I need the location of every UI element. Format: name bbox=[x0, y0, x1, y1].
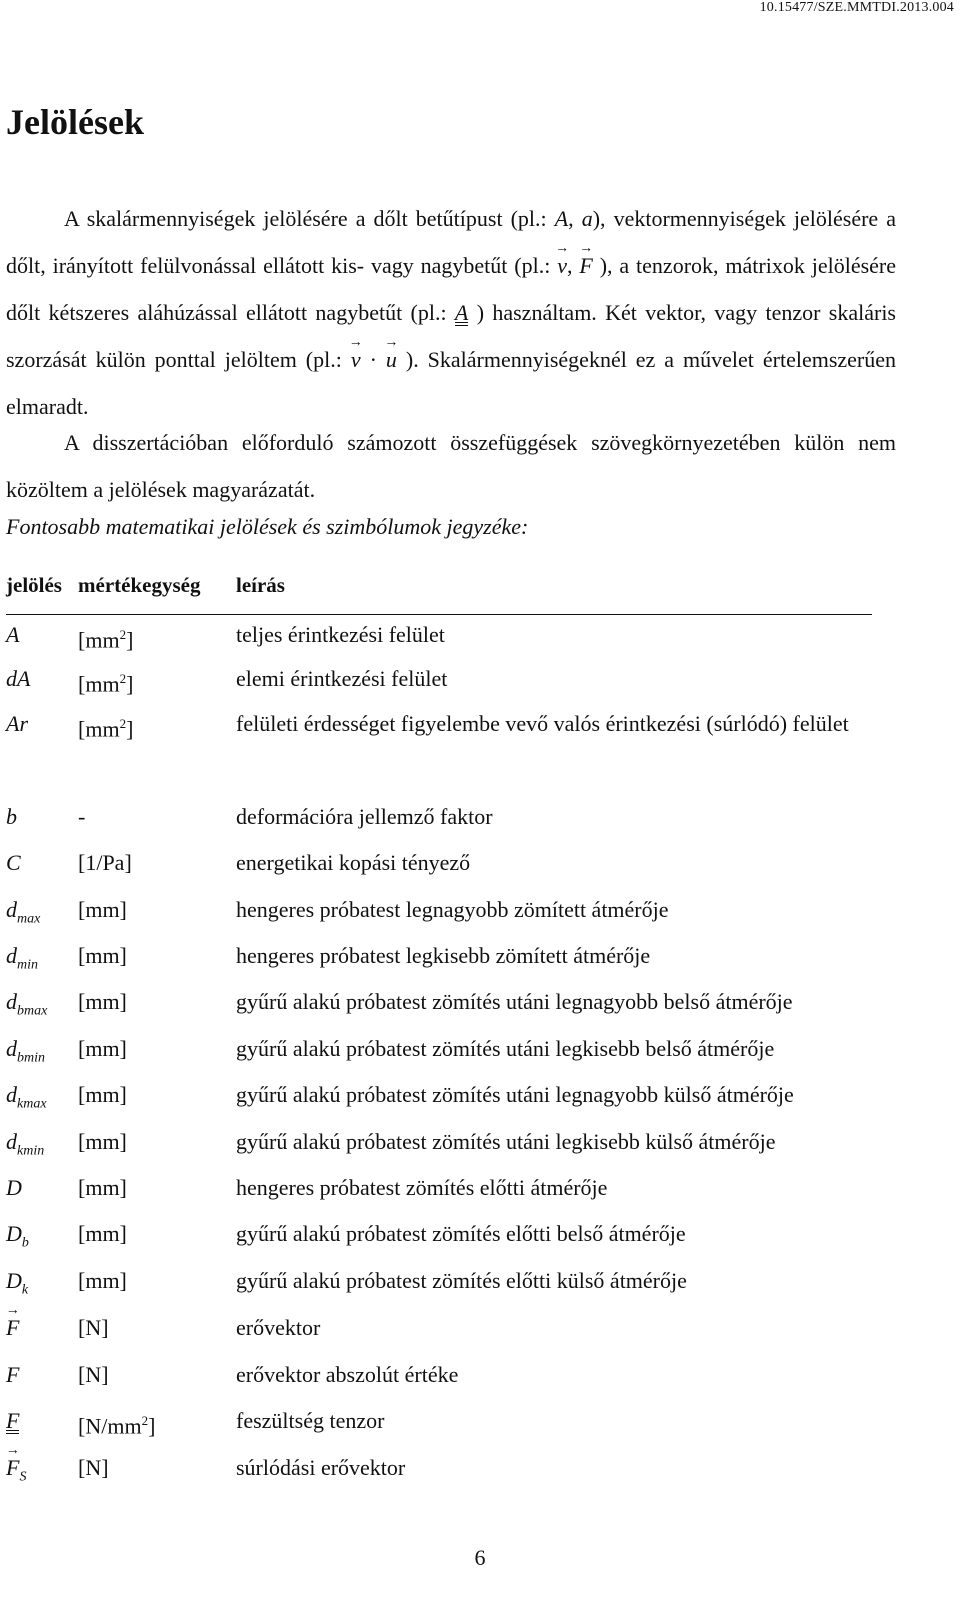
unit: $[mm^2]$ bbox=[78, 671, 134, 697]
scalar-example-a: a bbox=[581, 206, 593, 231]
text: ). Skalármennyiségeknél ez a művelet értelemszerűen elmaradt. bbox=[6, 347, 897, 419]
text: ), vektormennyiségek jelölésére a dőlt, irányított felülvonással ellátott kis- vagy nagybetűt (pl.: bbox=[6, 206, 896, 278]
intro-paragraph-1 bbox=[6, 195, 896, 430]
description: gyűrű alakú próbatest zömítés utáni legkisebb belső átmérője bbox=[236, 1036, 775, 1061]
symbol: C bbox=[6, 850, 21, 875]
header-symbol: jelölés bbox=[6, 573, 62, 597]
description: energetikai kopási tényező bbox=[236, 850, 471, 875]
header-unit: mértékegység bbox=[78, 573, 201, 597]
symbol: $d_{kmin}$ bbox=[6, 1129, 45, 1159]
text: ) használtam. Két vektor, vagy tenzor skaláris szorzását külön ponttal jelöltem (pl.: bbox=[6, 300, 896, 372]
symbol: $d_{kmax}$ bbox=[6, 1082, 47, 1112]
unit: [mm] bbox=[78, 1221, 127, 1246]
unit: [mm] bbox=[78, 1036, 127, 1061]
description: teljes érintkezési felület bbox=[236, 622, 445, 647]
description: erővektor bbox=[236, 1315, 321, 1340]
symbol: Ar bbox=[6, 711, 28, 736]
description: elemi érintkezési felület bbox=[236, 666, 448, 691]
description: súrlódási erővektor bbox=[236, 1455, 406, 1480]
doi-header: 10.15477/SZE.MMTDI.2013.004 bbox=[759, 0, 954, 15]
vector-u: → u bbox=[386, 336, 397, 383]
symbol: $d_{bmax}$ bbox=[6, 989, 48, 1019]
dot-operator: · bbox=[360, 347, 386, 372]
description: gyűrű alakú próbatest zömítés előtti külső átmérője bbox=[236, 1268, 687, 1293]
tensor-example-A: A bbox=[454, 300, 469, 325]
unit: [mm] bbox=[78, 943, 127, 968]
description: deformációra jellemző faktor bbox=[236, 804, 493, 829]
description: hengeres próbatest legnagyobb zömített átmérője bbox=[236, 897, 669, 922]
text: , bbox=[566, 253, 580, 278]
unit: - bbox=[78, 804, 86, 829]
symbol: → $F_S$ bbox=[6, 1446, 26, 1498]
symbol: D bbox=[6, 1175, 22, 1200]
text: ), a tenzorok, mátrixok jelölésére dőlt kétszeres aláhúzással ellátott nagybetűt (pl.: bbox=[6, 253, 897, 325]
page-title: Jelölések bbox=[6, 102, 144, 142]
symbol: F bbox=[6, 1362, 20, 1387]
scalar-example-A: A bbox=[554, 206, 569, 231]
description: hengeres próbatest zömítés előtti átmérője bbox=[236, 1175, 608, 1200]
unit: [mm] bbox=[78, 1175, 127, 1200]
vector-example-v: → v bbox=[557, 242, 567, 289]
symbol: b bbox=[6, 804, 17, 829]
description: erővektor abszolút értéke bbox=[236, 1362, 459, 1387]
text: A skalármennyiségek jelölésére a dőlt betűtípust (pl.: bbox=[64, 206, 555, 231]
description: felületi érdességet figyelembe vevő valós érintkezési (súrlódó) felület bbox=[236, 711, 849, 736]
description: hengeres próbatest legkisebb zömített átmérője bbox=[236, 943, 651, 968]
symbol: $D_b$ bbox=[6, 1221, 29, 1251]
intro-paragraph-2 bbox=[6, 419, 896, 513]
symbol: $d_{bmin}$ bbox=[6, 1036, 45, 1066]
symbol: F bbox=[6, 1408, 20, 1433]
vector-v: → v bbox=[351, 336, 361, 383]
symbol: $d_{min}$ bbox=[6, 943, 38, 973]
description: gyűrű alakú próbatest zömítés előtti belső átmérője bbox=[236, 1221, 686, 1246]
symbol: dA bbox=[6, 666, 31, 691]
unit: [mm] bbox=[78, 1129, 127, 1154]
symbol: → F bbox=[6, 1306, 19, 1349]
unit: [mm] bbox=[78, 1268, 127, 1293]
description: feszültség tenzor bbox=[236, 1408, 385, 1433]
description: gyűrű alakú próbatest zömítés utáni legkisebb külső átmérője bbox=[236, 1129, 776, 1154]
page-number: 6 bbox=[474, 1545, 486, 1570]
unit: [N] bbox=[78, 1362, 109, 1387]
unit: $[mm^2]$ bbox=[78, 716, 134, 742]
unit: [N] bbox=[78, 1455, 109, 1480]
unit: [N] bbox=[78, 1315, 109, 1340]
unit: $[N/mm^2]$ bbox=[78, 1413, 156, 1439]
symbol: $d_{max}$ bbox=[6, 897, 41, 927]
text: , bbox=[568, 206, 582, 231]
unit: [mm] bbox=[78, 897, 127, 922]
unit: [mm] bbox=[78, 989, 127, 1014]
symbol-list-title: Fontosabb matematikai jelölések és szimbólumok jegyzéke: bbox=[6, 514, 529, 539]
unit: $[mm^2]$ bbox=[78, 627, 134, 653]
unit: [1/Pa] bbox=[78, 850, 132, 875]
header-description: leírás bbox=[236, 573, 285, 597]
description: gyűrű alakú próbatest zömítés utáni legnagyobb belső átmérője bbox=[236, 989, 793, 1014]
symbol: A bbox=[6, 622, 20, 647]
text: A disszertációban előforduló számozott összefüggések szövegkörnyezetében külön nem közöltem a jelölések magyarázatát. bbox=[6, 430, 896, 502]
description: gyűrű alakú próbatest zömítés utáni legnagyobb külső átmérője bbox=[236, 1082, 794, 1107]
vector-example-F: → F bbox=[579, 242, 592, 289]
symbol: $D_k$ bbox=[6, 1268, 29, 1298]
unit: [mm] bbox=[78, 1082, 127, 1107]
